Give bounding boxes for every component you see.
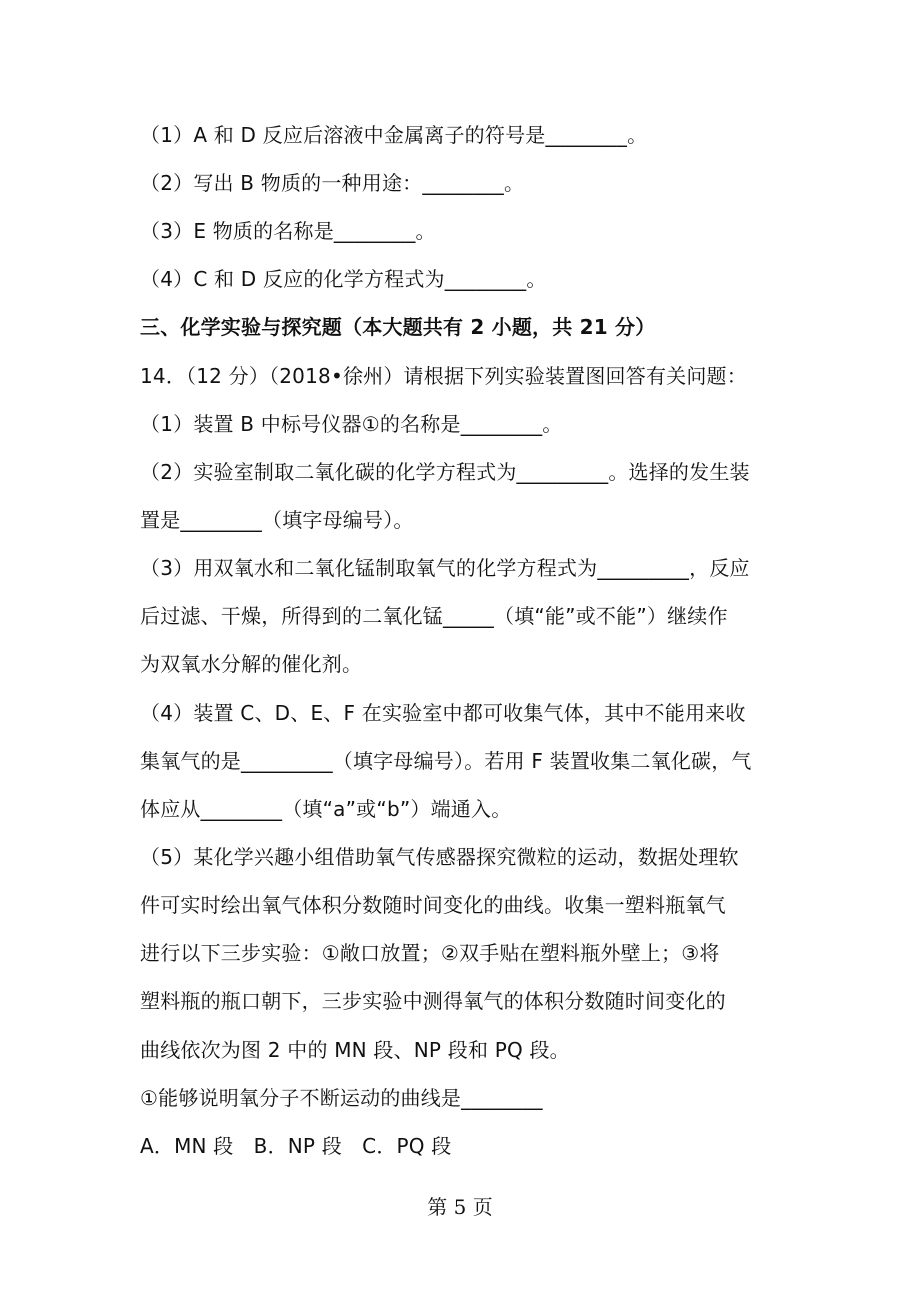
question-14-part-5-line-2: 件可实时绘出氧气体积分数随时间变化的曲线。收集一塑料瓶氧气 xyxy=(140,893,726,917)
page-number: 第 5 页 xyxy=(427,1195,493,1219)
question-14-part-4-line-1: （4）装置 C、D、E、F 在实验室中都可收集气体，其中不能用来收 xyxy=(140,701,746,725)
question-14-part-2-line-1: （2）实验室制取二氧化碳的化学方程式为_________。选择的发生装 xyxy=(140,460,750,484)
question-14-part-5-line-1: （5）某化学兴趣小组借助氧气传感器探究微粒的运动，数据处理软 xyxy=(140,845,739,869)
question-13-part-2: （2）写出 B 物质的一种用途：________。 xyxy=(140,171,525,195)
section-heading: 三、化学实验与探究题（本大题共有 2 小题，共 21 分） xyxy=(140,315,656,339)
question-13-part-3: （3）E 物质的名称是________。 xyxy=(140,219,436,243)
question-14-part-3-line-2: 后过滤、干燥，所得到的二氧化锰_____（填“能”或不能”）继续作 xyxy=(140,604,728,628)
question-14-part-1: （1）装置 B 中标号仪器①的名称是________。 xyxy=(140,412,563,436)
question-14-part-2-line-2: 置是________（填字母编号）。 xyxy=(140,508,414,532)
question-14-part-5-sub-1: ①能够说明氧分子不断运动的曲线是________ xyxy=(140,1086,543,1110)
question-13-part-4: （4）C 和 D 反应的化学方程式为________。 xyxy=(140,267,547,291)
question-14-part-4-line-2: 集氧气的是_________（填字母编号）。若用 F 装置收集二氧化碳，气 xyxy=(140,749,752,773)
question-14-part-5-line-3: 进行以下三步实验：①敞口放置；②双手贴在塑料瓶外壁上；③将 xyxy=(140,941,720,965)
question-14-part-3-line-3: 为双氧水分解的催化剂。 xyxy=(140,652,363,676)
question-13-part-1: （1）A 和 D 反应后溶液中金属离子的符号是________。 xyxy=(140,123,648,147)
question-14-part-5-line-5: 曲线依次为图 2 中的 MN 段、NP 段和 PQ 段。 xyxy=(140,1038,570,1062)
question-14-part-5-options: A．MN 段 B．NP 段 C．PQ 段 xyxy=(140,1134,452,1158)
question-14-part-5-line-4: 塑料瓶的瓶口朝下，三步实验中测得氧气的体积分数随时间变化的 xyxy=(140,989,726,1013)
question-14-part-4-line-3: 体应从________（填“a”或“b”）端通入。 xyxy=(140,797,512,821)
question-14-stem: 14．（12 分）（2018•徐州）请根据下列实验装置图回答有关问题： xyxy=(140,364,747,388)
question-14-part-3-line-1: （3）用双氧水和二氧化锰制取氧气的化学方程式为_________，反应 xyxy=(140,556,750,580)
